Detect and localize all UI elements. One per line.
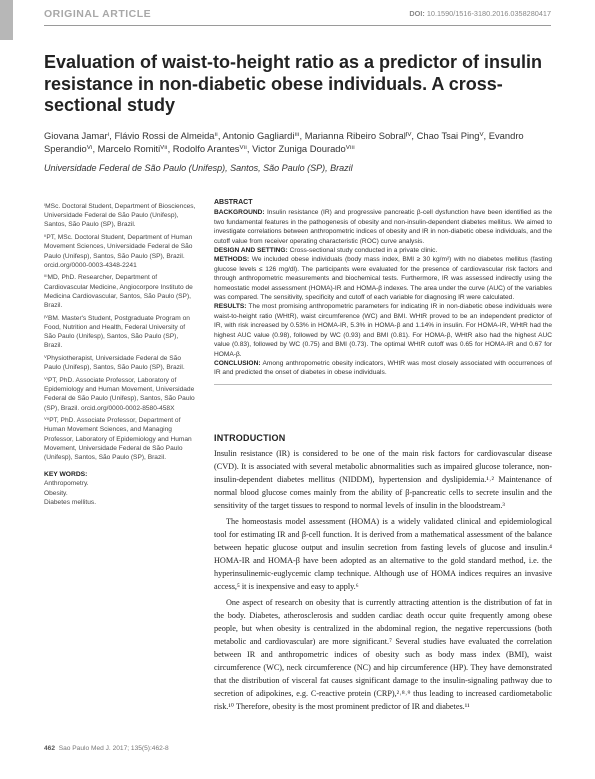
page-number: 462 bbox=[44, 745, 56, 752]
author-note: ⱽⁱⁱPT, PhD. Associate Professor, Department of Human Movement Sciences, and Managing Professor, Laboratory of Epidemiology and Human Movement, Universidade Federal de São Paulo (Unifesp), Santos, São Paulo (SP), Brazil. bbox=[44, 417, 192, 462]
section-label: ORIGINAL ARTICLE bbox=[44, 8, 152, 20]
author-note: ᴵⱽBM. Master's Student, Postgraduate Program on Food, Nutrition and Health, Federal University of São Paulo (Unifesp), Santos, São Paulo (SP), Brazil. bbox=[44, 314, 190, 350]
journal-header bbox=[0, 0, 595, 40]
keywords-heading: KEY WORDS: bbox=[44, 471, 88, 479]
page-footer bbox=[44, 745, 169, 752]
abstract-text: Insulin resistance (IR) and progressive pancreatic β-cell dysfunction have been identified as the two fundamental features in the pathogenesis of obesity and non-insulin-dependent diabetes mellitus. We aimed to investigate correlations between anthropometric indices of obesity and IR in non-diabetic obese individuals, and the cutoff value from receiver operating characteristic (ROC) curve analysis. bbox=[214, 209, 552, 245]
keyword: Obesity. bbox=[44, 489, 68, 497]
abstract-label: DESIGN AND SETTING: bbox=[214, 247, 288, 255]
abstract-results bbox=[214, 302, 552, 358]
doi[interactable] bbox=[409, 9, 551, 18]
introduction-body bbox=[214, 447, 552, 716]
abstract-methods bbox=[214, 255, 552, 302]
author-note: ⱽⁱPT, PhD. Associate Professor, Laboratory of Epidemiology and Human Movement, Universidade Federal de São Paulo (Unifesp), Santos, São Paulo (SP), Brazil. orcid.org/0000-0002-8580-458X bbox=[44, 376, 195, 412]
author-note: ⁱMSc. Doctoral Student, Department of Biosciences, Universidade Federal de São Paulo (Unifesp), Santos, São Paulo (SP), Brazil. bbox=[44, 203, 196, 229]
journal-citation: Sao Paulo Med J. 2017; 135(5):462-8 bbox=[58, 745, 169, 752]
header-accent-bar bbox=[0, 0, 13, 40]
keyword: Anthropometry. bbox=[44, 480, 89, 488]
affiliation: Universidade Federal de São Paulo (Unifesp), Santos, São Paulo (SP), Brazil bbox=[44, 163, 353, 173]
abstract-heading: ABSTRACT bbox=[214, 199, 253, 206]
author-note: ⁱⁱⁱMD, PhD. Researcher, Department of Cardiovascular Medicine, Angiocorpore Instituto de Medicina Cardiovascular, Santos, São Paulo (SP), Brazil. bbox=[44, 274, 193, 310]
abstract-text: Cross-sectional study conducted in a private clinic. bbox=[289, 247, 438, 255]
abstract-design bbox=[214, 246, 552, 255]
body-paragraph: One aspect of research on obesity that is currently attracting attention is the distribution of fat in the body. Diabetes, atherosclerosis and sudden cardiac death occur quite frequently among obese people, but when obesity is centralized in the abdominal region, the negative repercussions (both metabolic and cardiovascular) are more significant.⁷ Several studies have evaluated the correlation between IR and anthropometric indices of obesity such as body mass index (BMI), waist circumference (WC), neck circumference (NC) and hip circumference (HP). They have demonstrated that the distribution of visceral fat causes significant damage to the insulin-signaling pathway due to secretion of adipokines, e.g. C-reactive protein (CRP),²˒⁸˒⁹ thus leading to increased cardiometabolic risk.¹⁰ Therefore, obesity is the most prominent predictor of IR and diabetes.¹¹ bbox=[214, 598, 552, 711]
abstract-background bbox=[214, 208, 552, 246]
author-notes-sidebar bbox=[44, 202, 196, 507]
article-title: Evaluation of waist-to-height ratio as a predictor of insulin resistance in non-diabetic obese individuals. A cross-sectional study bbox=[44, 52, 543, 115]
doi-value: 10.1590/1516-3180.2016.0358280417 bbox=[426, 9, 551, 18]
header-rule bbox=[44, 25, 551, 26]
introduction-heading: INTRODUCTION bbox=[214, 433, 286, 443]
abstract-rule bbox=[214, 384, 552, 385]
keyword: Diabetes mellitus. bbox=[44, 498, 97, 506]
author-list: Giovana Jamarⁱ, Flávio Rossi de Almeidaⁱⁱ, Antonio Gagliardiⁱⁱⁱ, Marianna Ribeiro Sobralᴵⱽ, Chao Tsai Pingⱽ, Evandro Sperandioⱽⁱ, Marcelo Romitiⱽⁱⁱ, Rodolfo Arantesⱽⁱⁱ, Victor Zuniga Douradoⱽⁱⁱⁱ bbox=[44, 130, 524, 154]
abstract-text: The most promising anthropometric parameters for indicating IR in non-diabetic obese individuals were waist-to-height ratio (WHtR), waist circumference (WC) and BMI. WHtR proved to be an independent predictor of IR, with risk increased by 0.53% in HOMA-IR, 5.3% in HOMA-β and 1.14% in insulin. For HOMA-IR, WHtR had the highest AUC value (0.98), followed by WC (0.93) and BMI (0.81). For HOMA-β, WHtR also had the highest AUC value (0.83), followed by WC (0.75) and BMI (0.73). The optimal WHtR cutoff was 0.65 for HOMA-IR and 0.67 for HOMA-β. bbox=[214, 303, 553, 358]
abstract-text: Among anthropometric obesity indicators, WHtR was most closely associated with occurrences of IR and predicted the onset of diabetes in obese individuals. bbox=[214, 359, 552, 377]
abstract bbox=[214, 198, 552, 385]
abstract-conclusion bbox=[214, 359, 552, 378]
author-note: ⁱⁱPT, MSc. Doctoral Student, Department of Human Movement Sciences, Universidade Federal de São Paulo (Unifesp), Santos, São Paulo (SP), Brazil. orcid.org/0000-0003-4348-2241 bbox=[44, 234, 193, 269]
body-paragraph: The homeostasis model assessment (HOMA) is a widely validated clinical and epidemiological tool for estimating IR and β-cell function. It is derived from a mathematical assessment of the balance between hepatic glucose output and insulin secretion from fasting levels of glucose and insulin.⁴ HOMA-IR and HOMA-β have been adopted as an alternative to the gold standard method, i.e. the hyperinsulinemic-euglycemic clamp technique. Although use of HOMA indices requires an invasive access,⁵ it is inexpensive and easy to apply.⁶ bbox=[214, 517, 552, 591]
author-note: ⱽPhysiotherapist, Universidade Federal de São Paulo (Unifesp), Santos, São Paulo (SP), Brazil. bbox=[44, 355, 185, 372]
abstract-text: We included obese individuals (body mass index, BMI ≥ 30 kg/m²) with no diabetes mellitus (fasting glucose levels ≤ 126 mg/dl). The participants were evaluated for the presence of cardiovascular risk factors and through anthropometric measurements and biochemical tests. Furthermore, IR was assessed indirectly using the homeostatic model assessment (HOMA)-IR and HOMA-β indexes. The area under the curve (AUC) of the variables was compared. The sensitivity, specificity and cutoff of each variable for diagnosing IR were calculated. bbox=[214, 256, 552, 302]
body-paragraph: Insulin resistance (IR) is considered to be one of the main risk factors for cardiovascular disease (CVD). It is associated with several metabolic abnormalities such as impaired glucose tolerance, non-insulin-dependent diabetes mellitus (NIDDM), hypertension and dyslipidemia.¹˒² Maintenance of normal blood glucose comes mainly from the ability of β-pancreatic cells to secrete insulin and the sensitivity of the target tissues to respond to normal levels of insulin in the bloodstream.³ bbox=[214, 449, 552, 510]
abstract-label: CONCLUSION: bbox=[214, 359, 261, 367]
abstract-label: RESULTS: bbox=[214, 303, 247, 311]
abstract-label: METHODS: bbox=[214, 256, 250, 264]
abstract-label: BACKGROUND: bbox=[214, 209, 265, 217]
doi-prefix: DOI: bbox=[409, 9, 425, 18]
